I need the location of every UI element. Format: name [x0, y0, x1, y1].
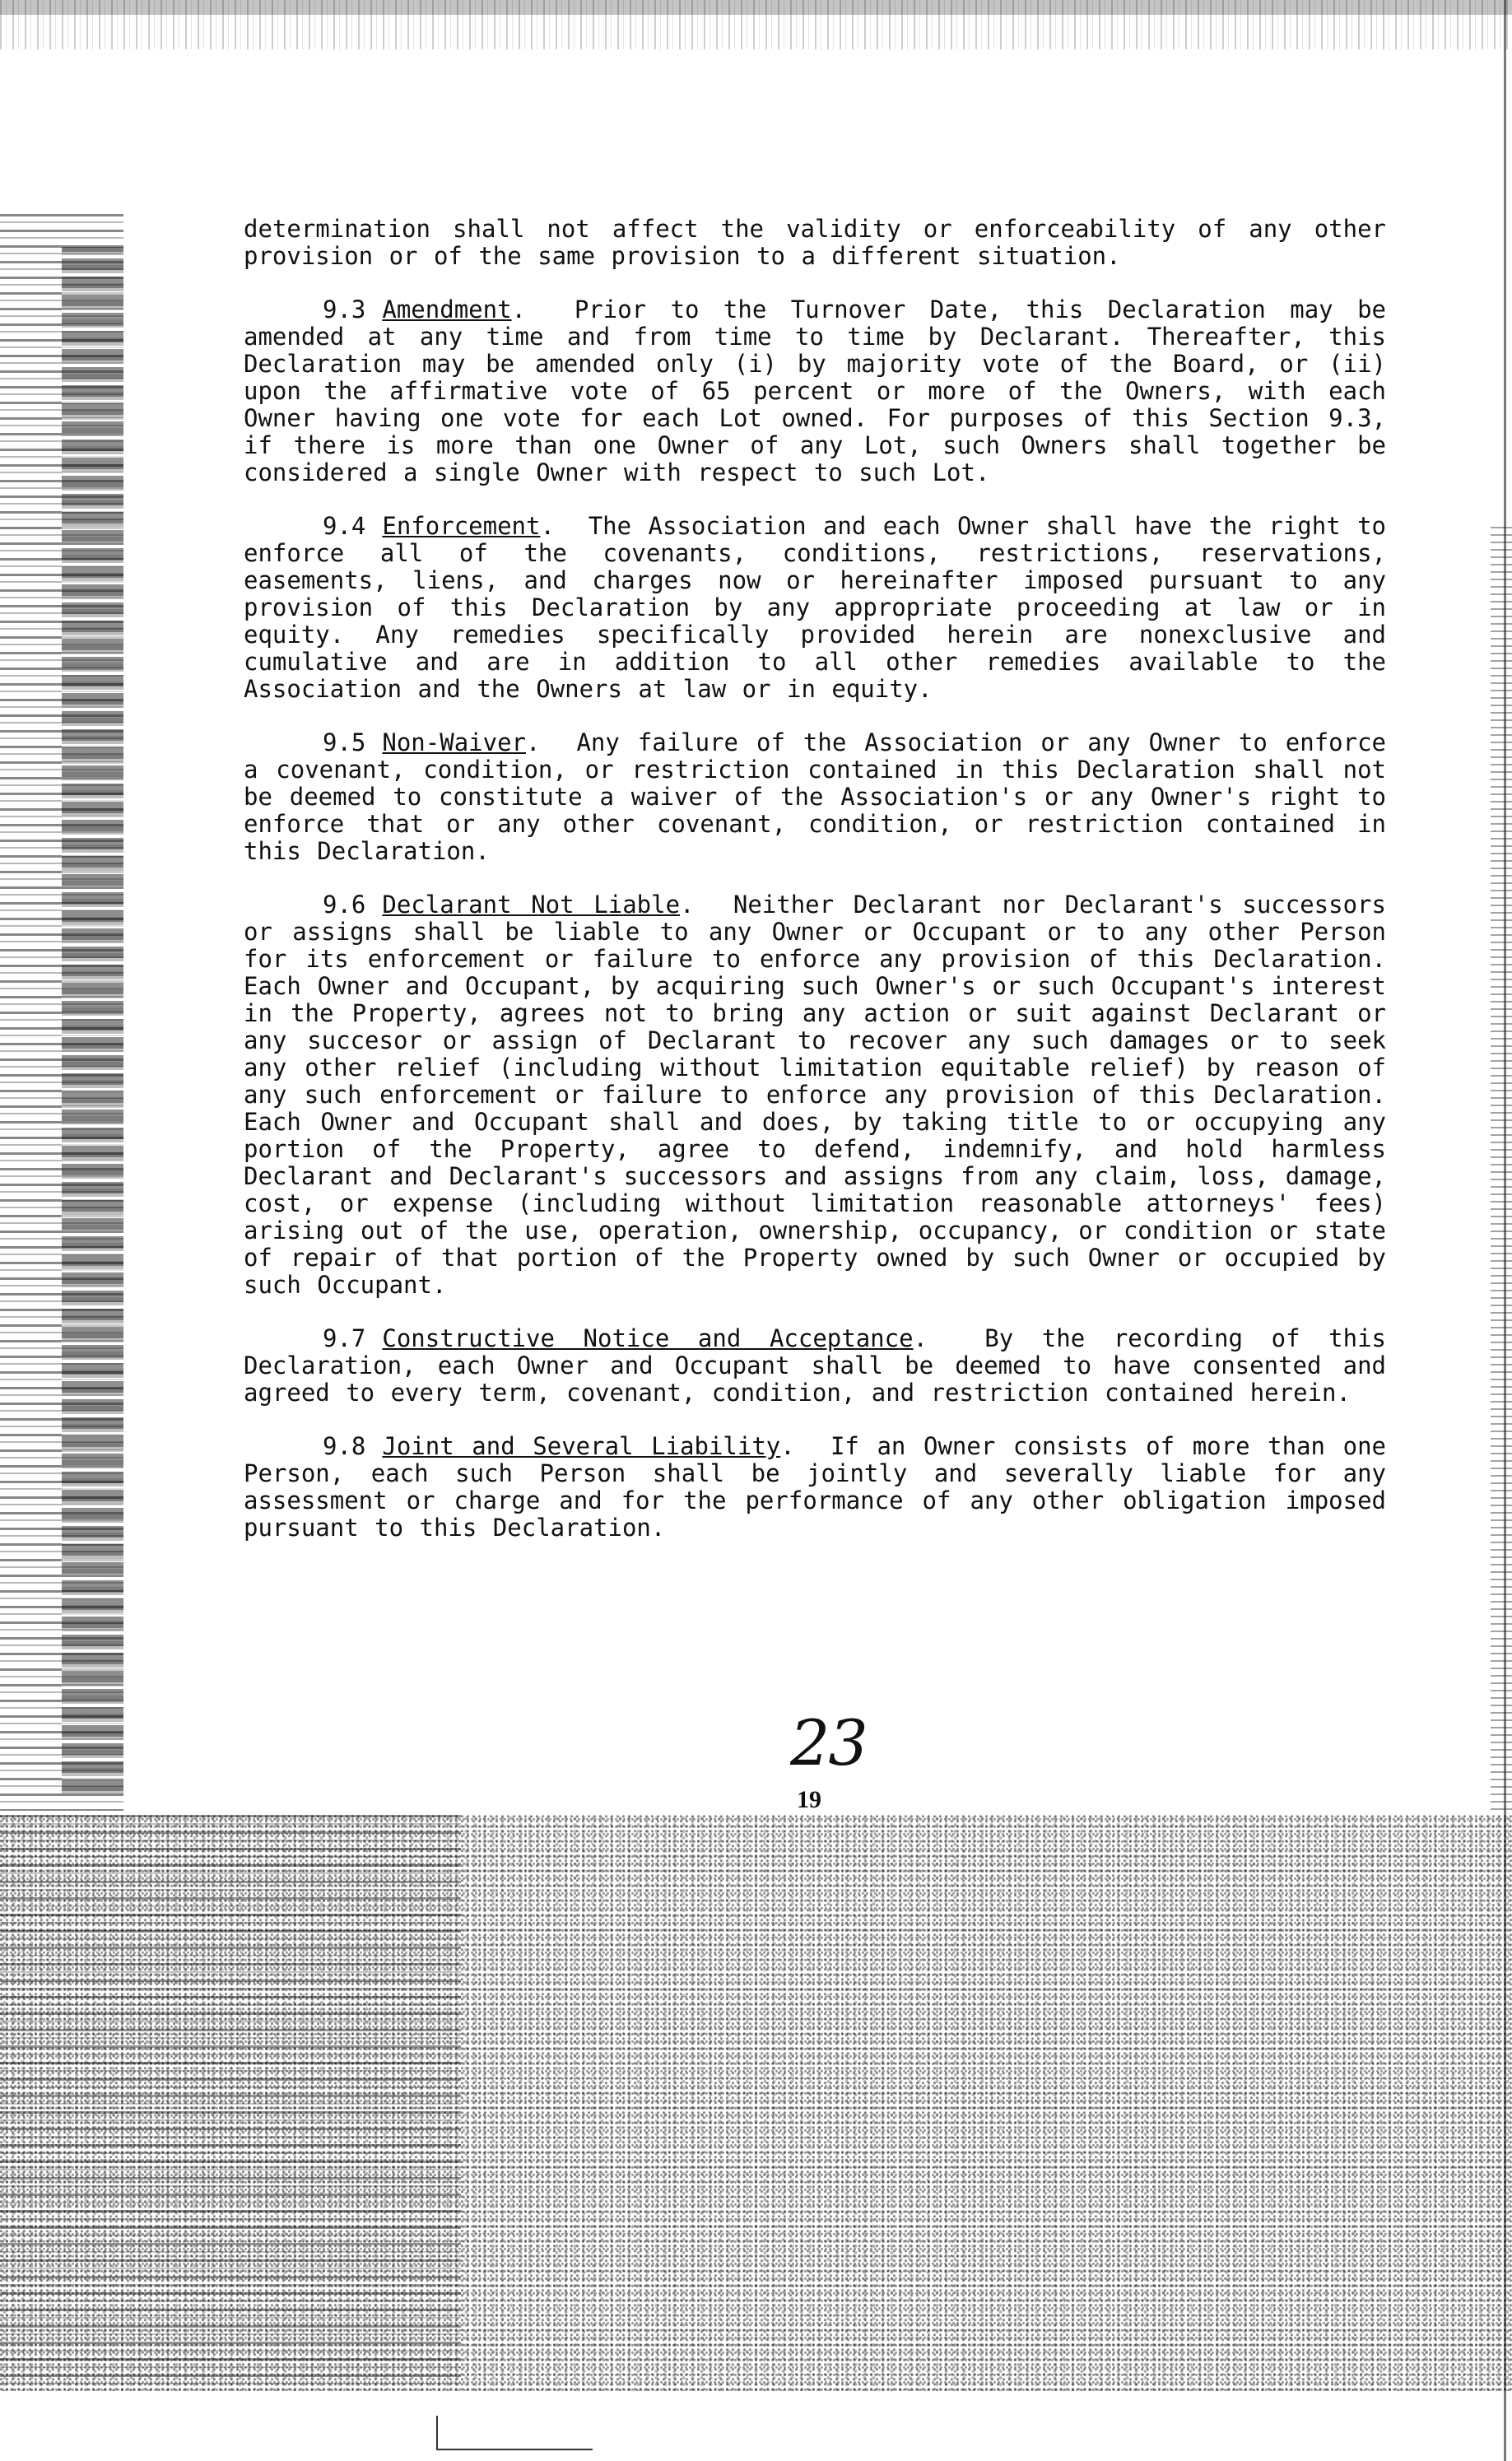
section-9-8: 9.8 Joint and Several Liability. If an Owner consists of more than one Person, each such Person shall be jointly and severally liable for any assessment or charge and for the performance of any other obligation imposed pursuant to this Declaration.: [244, 1432, 1386, 1542]
handwritten-page-number: 23: [790, 1706, 867, 1779]
section-heading: Joint and Several Liability: [382, 1432, 781, 1460]
section-body: If an Owner consists of more than one Person, each such Person shall be jointly and severally liable for any assessment or charge and for the performance of any other obligation imposed pursuant to this Declaration.: [244, 1432, 1386, 1542]
section-number: 9.5: [323, 728, 366, 756]
section-9-4: 9.4 Enforcement. The Association and each Owner shall have the right to enforce all of the covenants, conditions, restrictions, reservations, easements, liens, and charges now or hereinafter imposed pursuant to any provision of this Declaration by any appropriate proceeding at law or in equity. Any remedies specifically provided herein are nonexclusive and cumulative and are in addition to all other remedies available to the Association and the Owners at law or in equity.: [244, 512, 1386, 703]
section-body: Neither Declarant nor Declarant's successors or assigns shall be liable to any Owner or Occupant or to any other Person for its enforcement or failure to enforce any provision of this Declaration. Each Owner and Occupant, by acquiring such Owner's or such Occupant's interest in the Property, agrees not to bring any action or suit against Declarant or any succesor or assign of Declarant to recover any such damages or to seek any other relief (including without limitation equitable relief) by reason of any such enforcement or failure to enforce any provision of this Declaration. Each Owner and Occupant shall and does, by taking title to or occupying any portion of the Property, agree to defend, indemnify, and hold harmless Declarant and Declarant's successors and assigns from any claim, loss, damage, cost, or expense (including without limitation reasonable attorneys' fees) arising out of the use, operation, ownership, occupancy, or condition or state of repair of that portion of the Property owned by such Owner or occupied by such Occupant.: [244, 891, 1386, 1299]
section-number: 9.3: [323, 295, 366, 323]
scan-artifact-noise-left: [0, 1815, 461, 2391]
section-body: Prior to the Turnover Date, this Declaration may be amended at any time and from time to time by Declarant. Thereafter, this Declaration may be amended only (i) by majority vote of the Board, or (ii) upon the affirmative vote of 65 percent or more of the Owners, with each Owner having one vote for each Lot owned. For purposes of this Section 9.3, if there is more than one Owner of any Lot, such Owners shall together be considered a single Owner with respect to such Lot.: [244, 295, 1386, 486]
section-number: 9.8: [323, 1432, 366, 1460]
section-body: By the recording of this Declaration, each Owner and Occupant shall be deemed to have consented and agreed to every term, covenant, condition, and restriction contained herein.: [244, 1324, 1387, 1407]
scan-artifact-bottom-line: [436, 2449, 593, 2450]
section-body: Any failure of the Association or any Owner to enforce a covenant, condition, or restriction contained in this Declaration shall not be deemed to constitute a waiver of the Association's or any Owner's right to enforce that or any other covenant, condition, or restriction contained in this Declaration.: [244, 728, 1386, 865]
scan-artifact-left-band: [62, 247, 123, 1794]
intro-paragraph: determination shall not affect the validity or enforceability of any other provision or of the same provision to a different situation.: [244, 215, 1386, 270]
section-heading: Non-Waiver: [382, 728, 526, 756]
scan-artifact-top: [0, 0, 1512, 49]
section-9-3: 9.3 Amendment. Prior to the Turnover Date, this Declaration may be amended at any time and from time to time by Declarant. Thereafter, this Declaration may be amended only (i) by majority vote of the Board, or (ii) upon the affirmative vote of 65 percent or more of the Owners, with each Owner having one vote for each Lot owned. For purposes of this Section 9.3, if there is more than one Owner of any Lot, such Owners shall together be considered a single Owner with respect to such Lot.: [244, 295, 1386, 486]
section-body: The Association and each Owner shall have the right to enforce all of the covenants, conditions, restrictions, reservations, easements, liens, and charges now or hereinafter imposed pursuant to any provision of this Declaration by any appropriate proceeding at law or in equity. Any remedies specifically provided herein are nonexclusive and cumulative and are in addition to all other remedies available to the Association and the Owners at law or in equity.: [244, 512, 1386, 703]
scan-artifact-bottom-tick: [436, 2416, 438, 2450]
section-9-5: 9.5 Non-Waiver. Any failure of the Association or any Owner to enforce a covenant, condition, or restriction contained in this Declaration shall not be deemed to constitute a waiver of the Association's or any Owner's right to enforce that or any other covenant, condition, or restriction contained in this Declaration.: [244, 728, 1386, 865]
section-heading: Declarant Not Liable: [382, 891, 681, 919]
section-number: 9.6: [323, 891, 366, 919]
document-body: [244, 216, 1386, 1568]
section-number: 9.7: [323, 1324, 366, 1352]
scan-artifact-right: [1491, 527, 1512, 1811]
section-heading: Enforcement: [382, 512, 541, 540]
section-number: 9.4: [323, 512, 366, 540]
printed-page-number: 19: [797, 1786, 821, 1813]
section-9-6: 9.6 Declarant Not Liable. Neither Declarant nor Declarant's successors or assigns shall be liable to any Owner or Occupant or to any other Person for its enforcement or failure to enforce any provision of this Declaration. Each Owner and Occupant, by acquiring such Owner's or such Occupant's interest in the Property, agrees not to bring any action or suit against Declarant or any succesor or assign of Declarant to recover any such damages or to seek any other relief (including without limitation equitable relief) by reason of any such enforcement or failure to enforce any provision of this Declaration. Each Owner and Occupant shall and does, by taking title to or occupying any portion of the Property, agree to defend, indemnify, and hold harmless Declarant and Declarant's successors and assigns from any claim, loss, damage, cost, or expense (including without limitation reasonable attorneys' fees) arising out of the use, operation, ownership, occupancy, or condition or state of repair of that portion of the Property owned by such Owner or occupied by such Occupant.: [244, 891, 1386, 1299]
section-heading: Constructive Notice and Acceptance: [382, 1324, 914, 1352]
section-9-7: 9.7 Constructive Notice and Acceptance. By the recording of this Declaration, each Owner and Occupant shall be deemed to have consented and agreed to every term, covenant, condition, and restriction contained herein.: [244, 1324, 1387, 1407]
section-heading: Amendment: [382, 295, 512, 323]
